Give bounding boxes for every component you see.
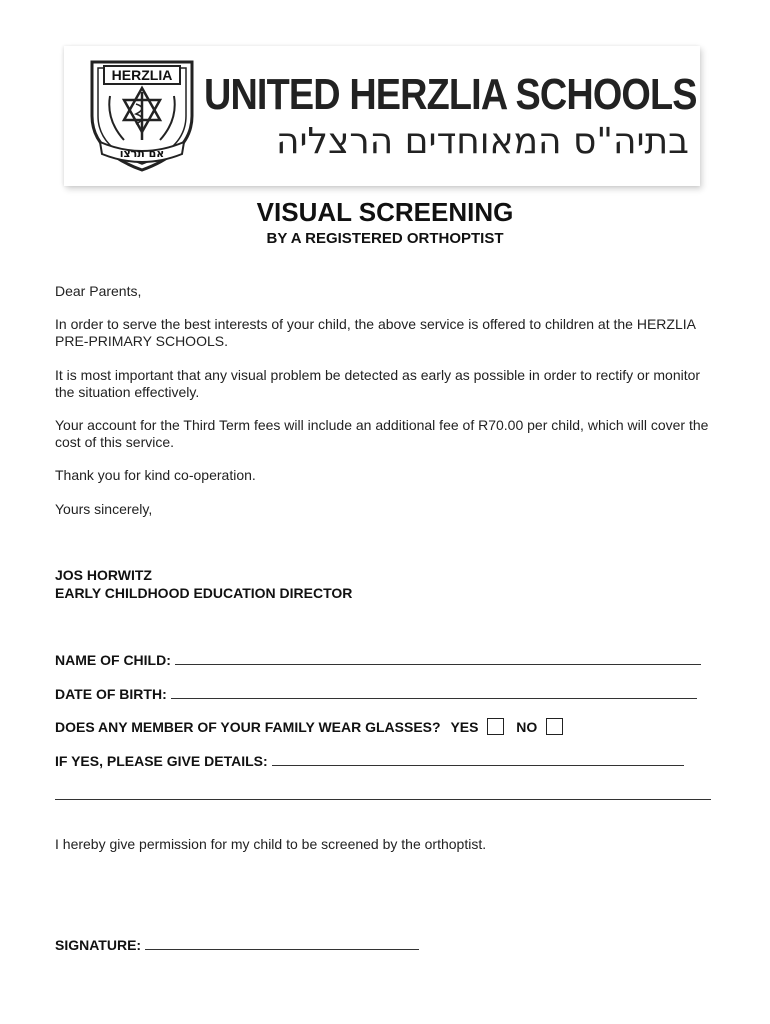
signatory-title: EARLY CHILDHOOD EDUCATION DIRECTOR xyxy=(55,585,353,601)
details-continuation-field xyxy=(55,786,711,804)
closing: Yours sincerely, xyxy=(55,501,153,517)
paragraph-1: In order to serve the best interests of your child, the above service is offered to children at the HERZLIA PRE-PRIMARY SCHOOLS. xyxy=(55,316,696,349)
school-crest-logo xyxy=(86,56,198,174)
paragraph-2: It is most important that any visual problem be detected as early as possible in order to rectify or monitor the situation effectively. xyxy=(55,367,701,400)
paragraph-4: Thank you for kind co-operation. xyxy=(55,467,256,483)
school-name-hebrew: בתיה"ס המאוחדים הרצליה xyxy=(275,121,689,162)
letterhead xyxy=(64,46,700,186)
details-input-line[interactable] xyxy=(272,752,684,766)
date-of-birth-label: DATE OF BIRTH: xyxy=(55,686,167,702)
no-checkbox[interactable] xyxy=(546,718,563,735)
no-label: NO xyxy=(516,719,538,735)
details-continuation-line[interactable] xyxy=(55,786,711,800)
glasses-question-row xyxy=(55,718,563,736)
permission-statement: I hereby give permission for my child to be screened by the orthoptist. xyxy=(55,836,487,852)
yes-checkbox[interactable] xyxy=(487,718,504,735)
paragraph-3: Your account for the Third Term fees will include an additional fee of R70.00 per child, which will cover the cost of this service. xyxy=(55,417,709,450)
signature-field xyxy=(55,936,419,954)
name-of-child-label: NAME OF CHILD: xyxy=(55,652,171,668)
details-field xyxy=(55,752,684,770)
signatory-name: JOS HORWITZ xyxy=(55,567,152,583)
glasses-question: DOES ANY MEMBER OF YOUR FAMILY WEAR GLASSES? xyxy=(55,719,441,735)
school-name: UNITED HERZLIA SCHOOLS xyxy=(204,70,697,119)
signature-input-line[interactable] xyxy=(145,936,419,950)
crest-motto: אם תרצו xyxy=(119,147,165,160)
greeting: Dear Parents, xyxy=(55,283,142,299)
document-subtitle: BY A REGISTERED ORTHOPTIST xyxy=(266,230,504,247)
yes-label: YES xyxy=(450,719,479,735)
date-of-birth-input-line[interactable] xyxy=(171,685,697,699)
name-of-child-input-line[interactable] xyxy=(175,651,701,665)
details-label: IF YES, PLEASE GIVE DETAILS: xyxy=(55,753,268,769)
date-of-birth-field xyxy=(55,685,697,703)
signature-label: SIGNATURE: xyxy=(55,937,142,953)
document-title: VISUAL SCREENING xyxy=(256,197,514,227)
crest-label: HERZLIA xyxy=(111,67,173,83)
name-of-child-field xyxy=(55,651,701,669)
